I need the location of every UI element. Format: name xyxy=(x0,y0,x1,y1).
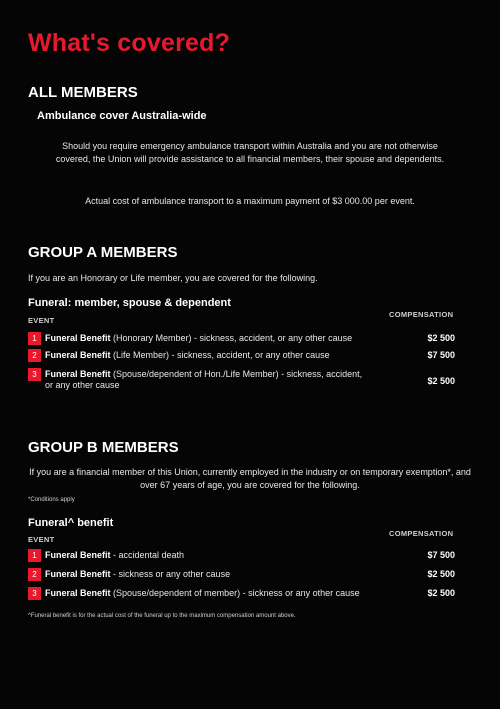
row-description xyxy=(45,369,365,391)
row-benefit-name: Funeral Benefit xyxy=(45,333,111,343)
row-benefit-name: Funeral Benefit xyxy=(45,550,111,560)
row-description xyxy=(45,550,385,561)
row-description xyxy=(45,569,385,580)
row-description xyxy=(45,333,385,344)
row-benefit-name: Funeral Benefit xyxy=(45,350,111,360)
row-number-badge: 2 xyxy=(28,568,41,581)
row-number-badge: 1 xyxy=(28,332,41,345)
row-number-badge: 2 xyxy=(28,349,41,362)
page-title: What's covered? xyxy=(28,29,231,57)
group-a-subheading: Funeral: member, spouse & dependent xyxy=(28,297,231,309)
row-amount: $2 500 xyxy=(427,376,455,386)
group-a-event-label: EVENT xyxy=(28,316,55,325)
row-amount: $2 500 xyxy=(427,588,455,598)
row-description xyxy=(45,350,385,361)
group-a-compensation-label: COMPENSATION xyxy=(389,310,454,319)
row-amount: $2 500 xyxy=(427,333,455,343)
group-a-heading: GROUP A MEMBERS xyxy=(28,244,178,261)
ambulance-subheading: Ambulance cover Australia-wide xyxy=(37,110,207,122)
row-description xyxy=(45,588,415,599)
conditions-note: *Conditions apply xyxy=(28,497,75,503)
group-a-intro: If you are an Honorary or Life member, you are covered for the following. xyxy=(28,273,318,283)
all-members-heading: ALL MEMBERS xyxy=(28,84,138,101)
row-benefit-name: Funeral Benefit xyxy=(45,569,111,579)
row-amount: $2 500 xyxy=(427,569,455,579)
group-b-event-label: EVENT xyxy=(28,535,55,544)
row-amount: $7 500 xyxy=(427,550,455,560)
row-benefit-detail: - accidental death xyxy=(110,550,185,560)
row-benefit-detail: (Life Member) - sickness, accident, or any other cause xyxy=(110,350,330,360)
group-b-compensation-label: COMPENSATION xyxy=(389,529,454,538)
row-benefit-name: Funeral Benefit xyxy=(45,588,111,598)
row-amount: $7 500 xyxy=(427,350,455,360)
row-benefit-detail: - sickness or any other cause xyxy=(110,569,231,579)
funeral-footnote: ^Funeral benefit is for the actual cost of the funeral up to the maximum compensation amount above. xyxy=(28,613,296,619)
group-b-heading: GROUP B MEMBERS xyxy=(28,439,179,456)
row-number-badge: 3 xyxy=(28,587,41,600)
ambulance-limit: Actual cost of ambulance transport to a maximum payment of $3 000.00 per event. xyxy=(85,196,415,206)
row-benefit-detail: (Honorary Member) - sickness, accident, or any other cause xyxy=(110,333,353,343)
group-b-intro: If you are a financial member of this Union, currently employed in the industry or on temporary exemption*, and over 67 years of age, you are covered for the following. xyxy=(29,467,471,490)
row-number-badge: 3 xyxy=(28,368,41,381)
row-benefit-detail: (Spouse/dependent of Hon./Life Member) - sickness, accident, or any other cause xyxy=(45,369,363,390)
row-benefit-detail: (Spouse/dependent of member) - sickness or any other cause xyxy=(110,588,360,598)
group-b-subheading: Funeral^ benefit xyxy=(28,517,114,529)
row-benefit-name: Funeral Benefit xyxy=(45,369,111,379)
row-number-badge: 1 xyxy=(28,549,41,562)
ambulance-description: Should you require emergency ambulance transport within Australia and you are not otherwise covered, the Union will provide assistance to all financial members, their spouse and dependents. xyxy=(55,141,445,164)
